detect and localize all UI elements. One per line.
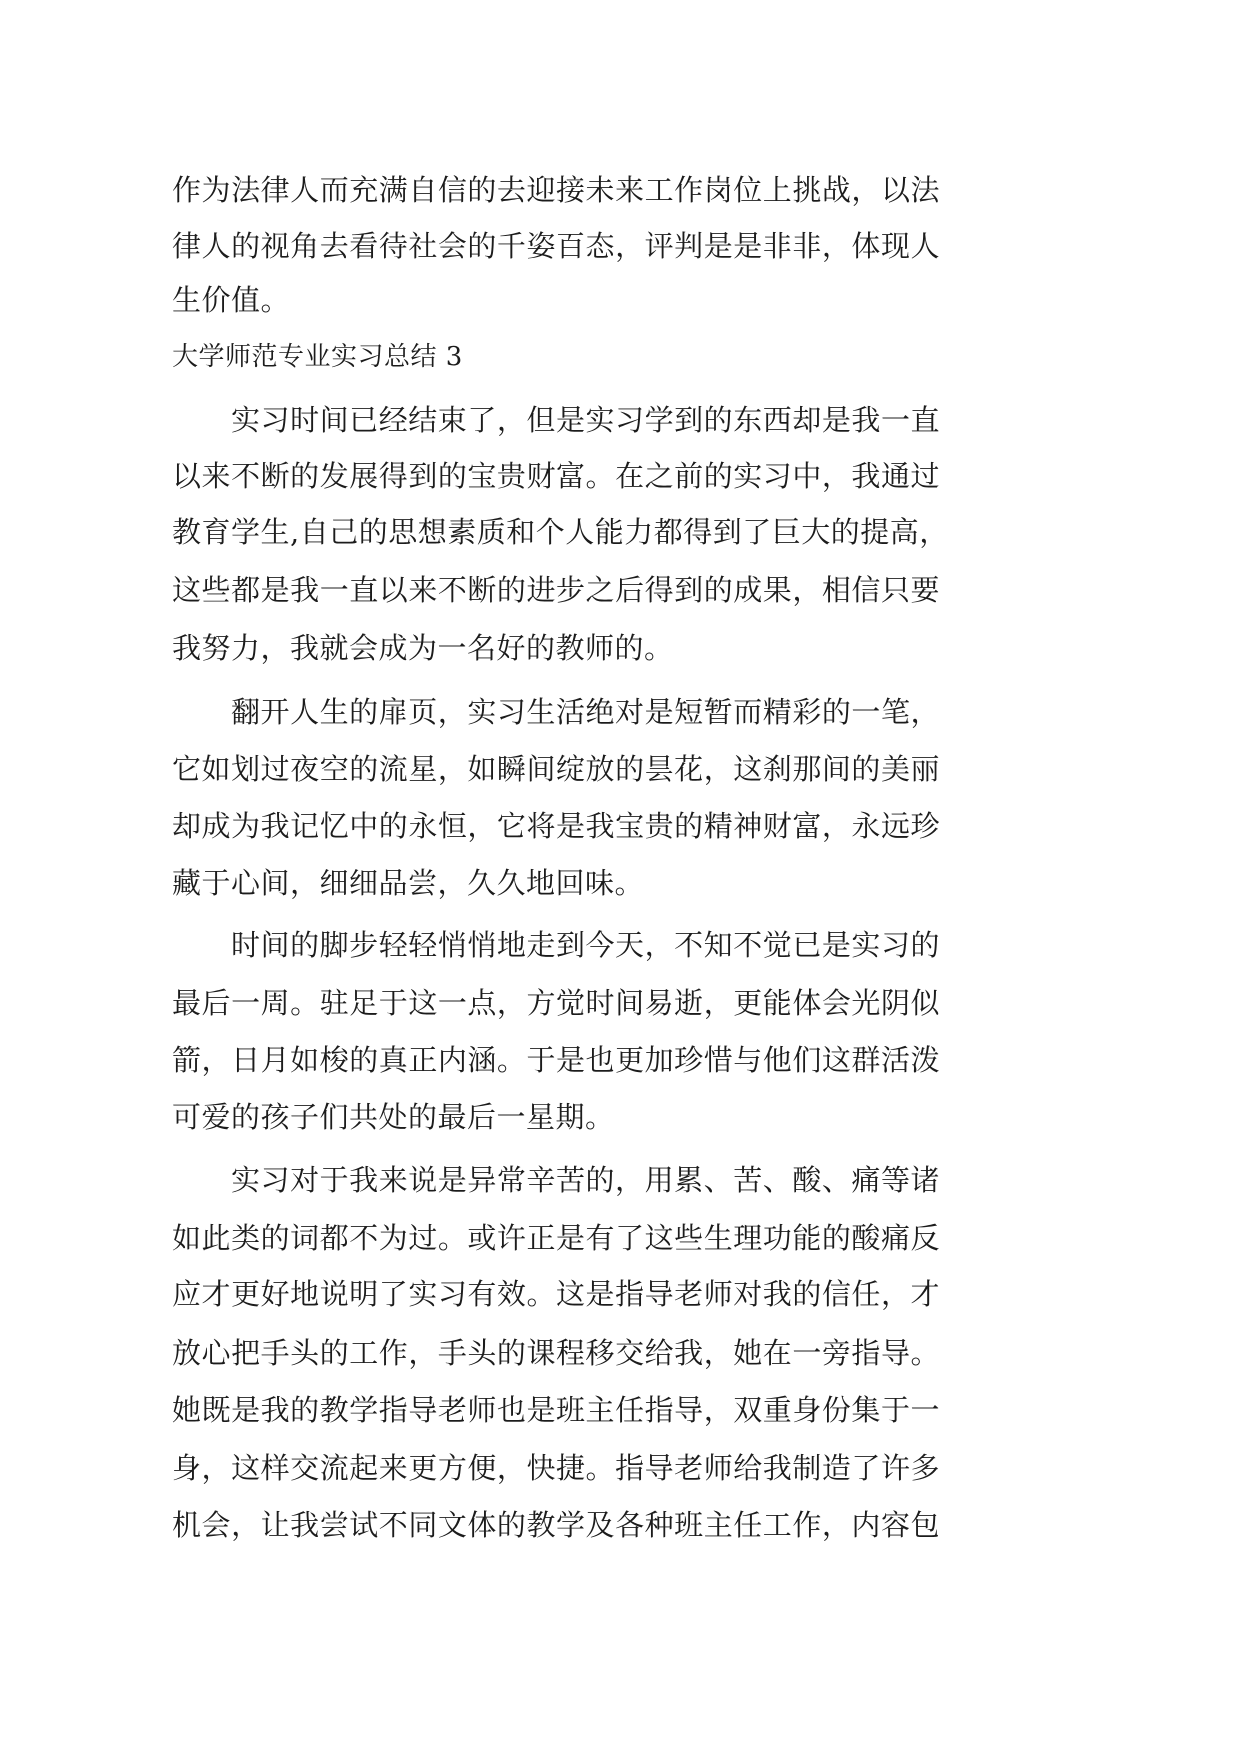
text-line: 却成为我记忆中的永恒，它将是我宝贵的精神财富，永远珍 <box>172 809 940 843</box>
text-line: 身，这样交流起来更方便，快捷。指导老师给我制造了许多 <box>172 1451 940 1485</box>
text-line: 生价值。 <box>172 283 291 317</box>
text-line: 这些都是我一直以来不断的进步之后得到的成果，相信只要 <box>172 573 940 607</box>
text-line: 箭，日月如梭的真正内涵。于是也更加珍惜与他们这群活泼 <box>172 1043 940 1077</box>
text-line: 实习对于我来说是异常辛苦的，用累、苦、酸、痛等诸 <box>231 1163 940 1197</box>
text-line: 实习时间已经结束了，但是实习学到的东西却是我一直 <box>231 403 940 437</box>
section-heading: 大学师范专业实习总结 3 <box>172 342 463 372</box>
text-line: 放心把手头的工作，手头的课程移交给我，她在一旁指导。 <box>172 1336 940 1370</box>
text-line: 它如划过夜空的流星，如瞬间绽放的昙花，这刹那间的美丽 <box>172 752 940 786</box>
text-line: 律人的视角去看待社会的千姿百态，评判是是非非，体现人 <box>172 229 940 263</box>
text-line: 机会，让我尝试不同文体的教学及各种班主任工作，内容包 <box>172 1508 940 1542</box>
text-line: 最后一周。驻足于这一点，方觉时间易逝，更能体会光阴似 <box>172 986 940 1020</box>
text-line: 应才更好地说明了实习有效。这是指导老师对我的信任，才 <box>172 1277 940 1311</box>
text-line: 藏于心间，细细品尝，久久地回味。 <box>172 866 645 900</box>
text-line: 我努力，我就会成为一名好的教师的。 <box>172 631 674 665</box>
text-line: 如此类的词都不为过。或许正是有了这些生理功能的酸痛反 <box>172 1221 940 1255</box>
text-line: 教育学生,自己的思想素质和个人能力都得到了巨大的提高， <box>172 515 949 549</box>
text-line: 以来不断的发展得到的宝贵财富。在之前的实习中，我通过 <box>172 459 940 493</box>
text-line: 作为法律人而充满自信的去迎接未来工作岗位上挑战，以法 <box>172 173 940 207</box>
text-line: 翻开人生的扉页，实习生活绝对是短暂而精彩的一笔， <box>231 695 940 729</box>
text-line: 可爱的孩子们共处的最后一星期。 <box>172 1100 615 1134</box>
text-line: 时间的脚步轻轻悄悄地走到今天，不知不觉已是实习的 <box>231 928 940 962</box>
text-line: 她既是我的教学指导老师也是班主任指导，双重身份集于一 <box>172 1393 940 1427</box>
